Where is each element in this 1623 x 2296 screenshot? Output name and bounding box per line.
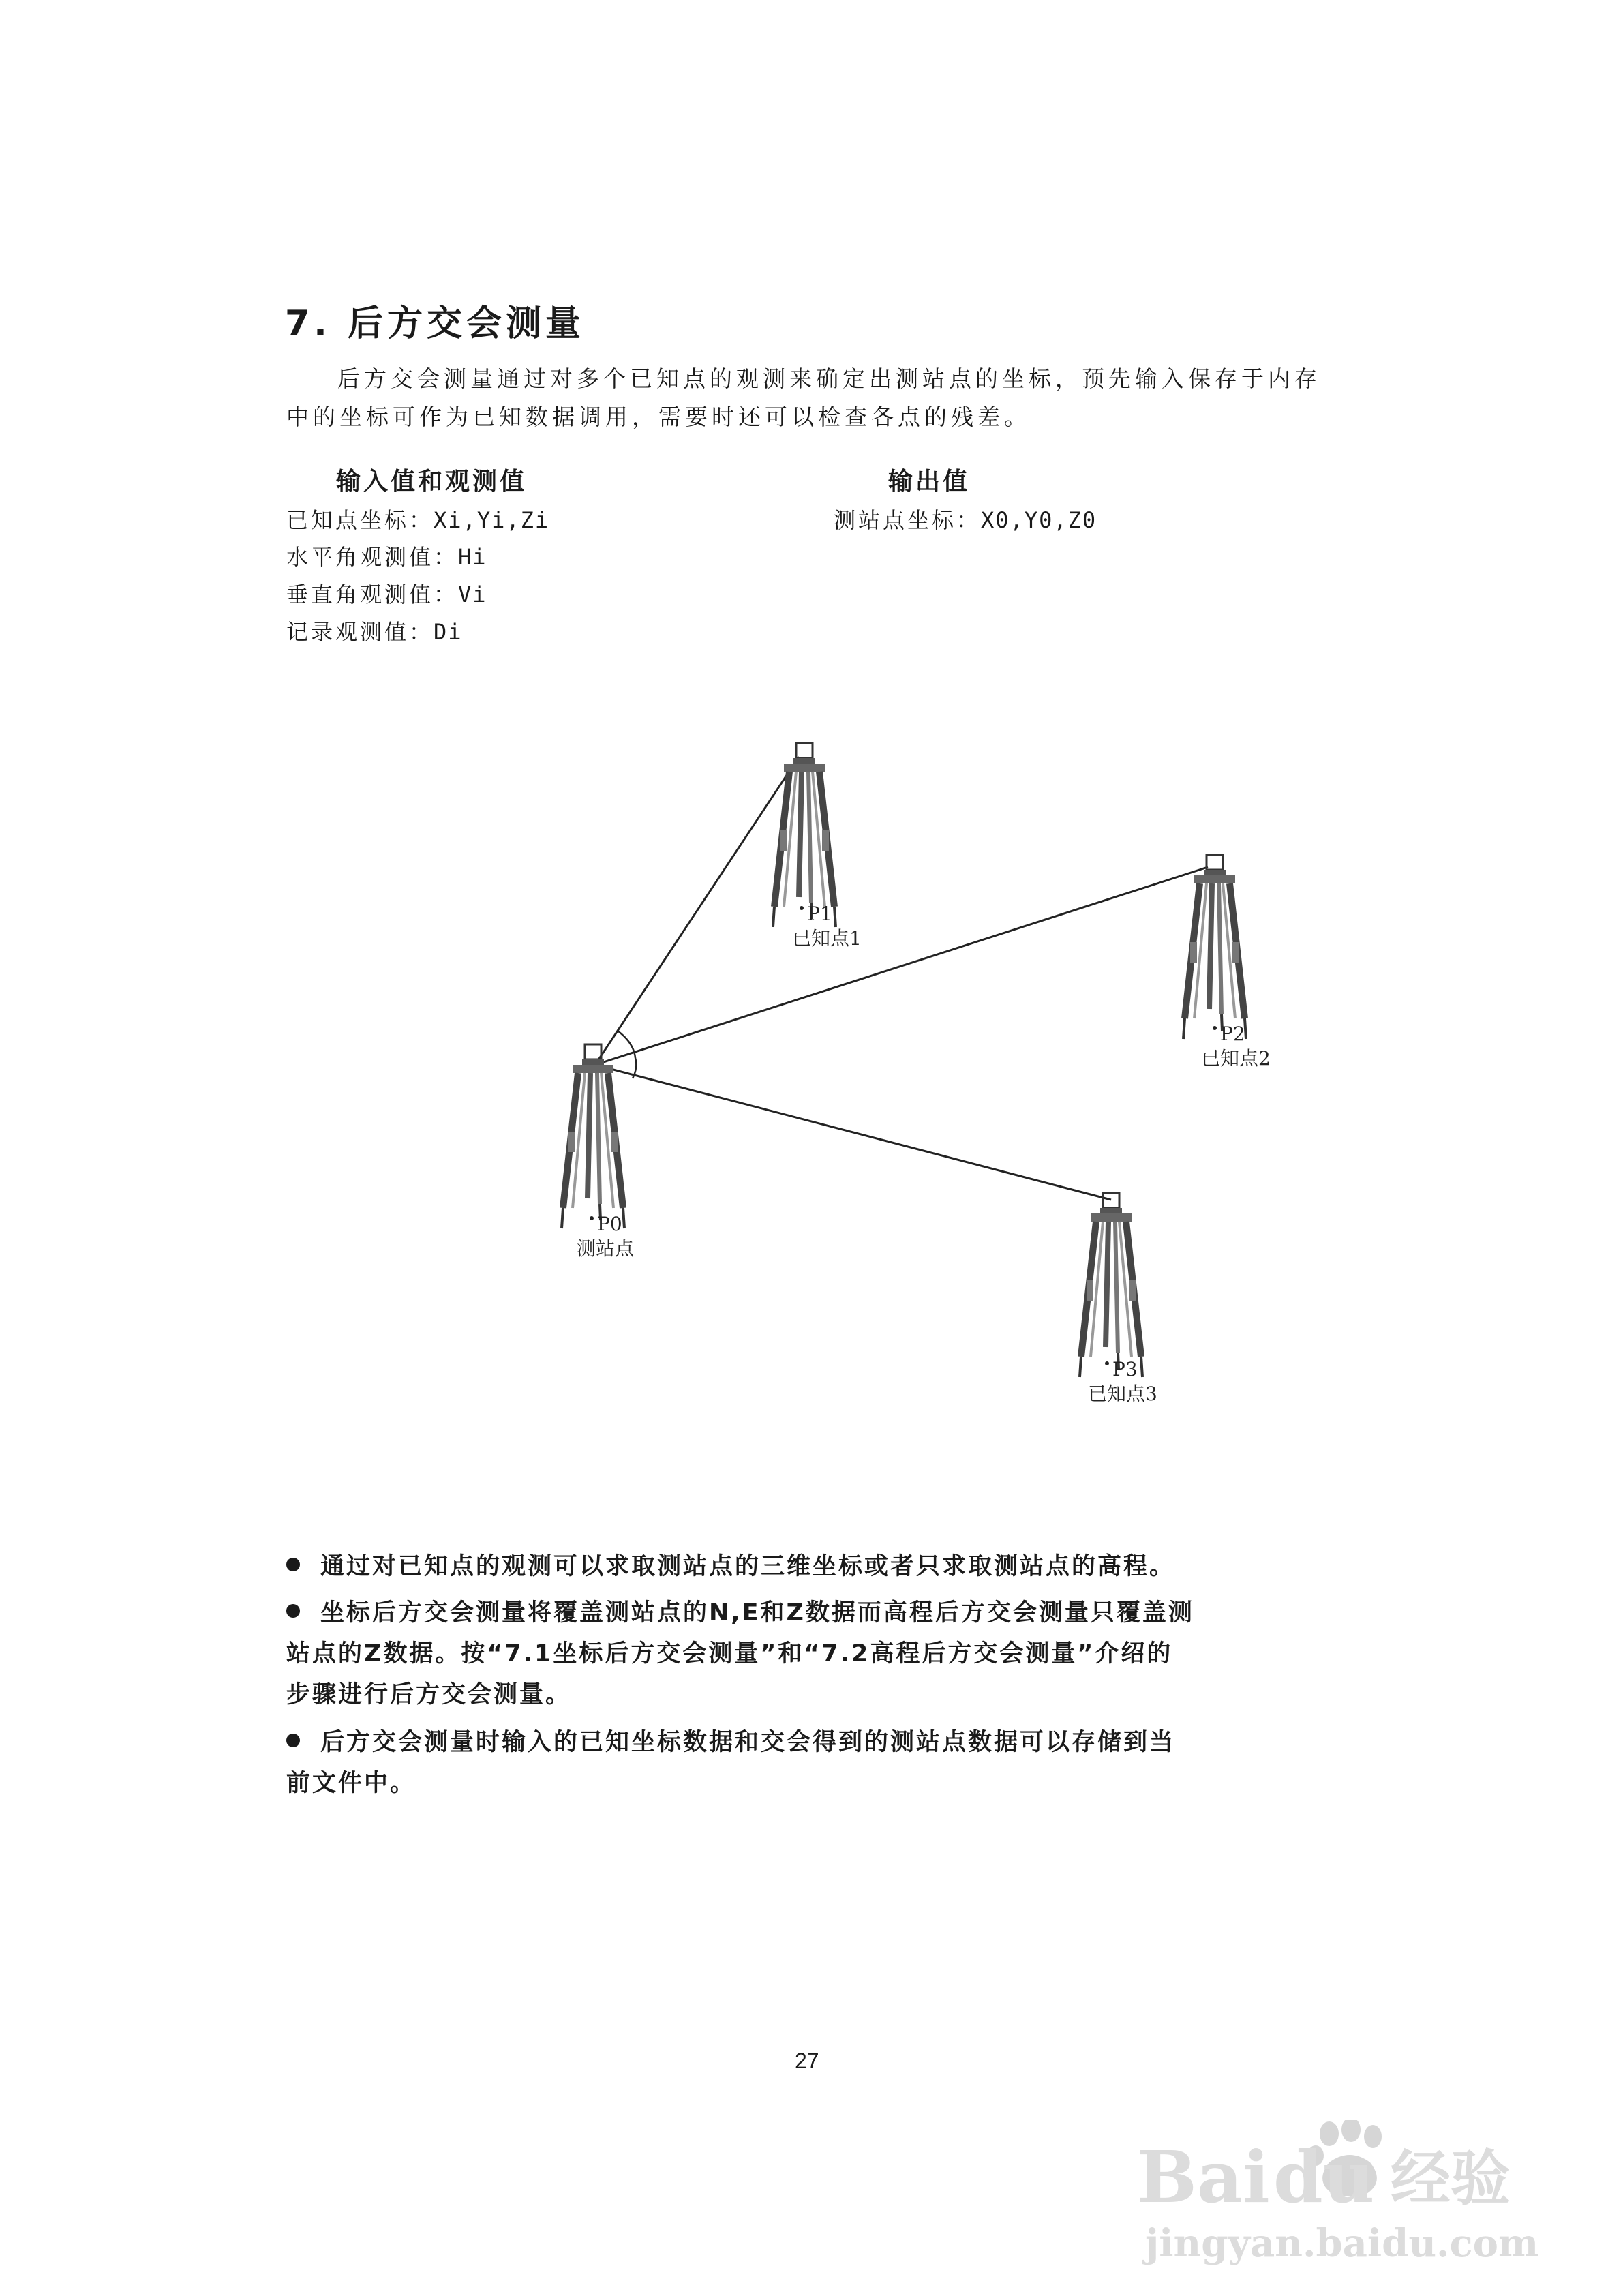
p3-name: 已知点3 [1088,1383,1157,1405]
input-value: Di [434,619,463,645]
p2-id: P2 [1220,1023,1245,1045]
p1-name: 已知点1 [792,927,862,950]
sight-line-p2 [595,867,1208,1065]
inputs-heading: 输入值和观测值 [336,468,528,496]
intro-line-2: 中的坐标可作为已知数据调用，需要时还可以检查各点的残差。 [286,404,1031,430]
output-label: 测站点坐标： [834,507,982,533]
p0-name: 测站点 [577,1237,635,1260]
outputs-heading: 输出值 [888,468,971,496]
page-number: 27 [795,2049,819,2073]
section-title: 7. 后方交会测量 [285,303,586,344]
input-label: 记录观测值： [286,619,434,645]
p3-id: P3 [1112,1358,1138,1380]
bullet-dot-icon [286,1734,300,1747]
bullet-2 [286,1594,1356,1628]
bullet-2-line-2: 站点的Z数据。按“7.1坐标后方交会测量”和“7.2高程后方交会测量”介绍的 [286,1640,1173,1667]
tripod-p1-icon [773,743,836,927]
tripod-p3-icon [1080,1193,1142,1377]
watermark-url: jingyan.baidu.com [1145,2221,1539,2266]
bullet-1-line-1: 通过对已知点的观测可以求取测站点的三维坐标或者只求取测站点的高程。 [320,1553,1176,1580]
input-label: 水平角观测值： [286,544,459,570]
watermark-brand-2: du [1273,2135,1375,2219]
bullet-1 [286,1547,1356,1582]
baidu-watermark [1132,2120,1609,2291]
input-value: Vi [458,581,487,607]
bullet-2-line-1: 坐标后方交会测量将覆盖测站点的N,E和Z数据而高程后方交会测量只覆盖测 [320,1599,1194,1627]
p2-name: 已知点2 [1201,1047,1271,1070]
input-value: Hi [458,544,487,570]
tripod-p2-icon [1183,855,1246,1039]
sight-line-p3 [595,1065,1111,1200]
watermark-brand: Bai [1137,2135,1270,2219]
bullet-2-line-3: 步骤进行后方交会测量。 [286,1681,572,1708]
bullet-dot-icon [286,1604,300,1618]
watermark-product: 经验 [1391,2143,1511,2214]
sight-line-p1 [595,757,799,1065]
bullet-3 [286,1723,1356,1757]
input-value: Xi,Yi,Zi [434,507,550,533]
p0-id: P0 [597,1213,622,1235]
tripod-p0-icon [562,1044,624,1228]
bullet-3-line-1: 后方交会测量时输入的已知坐标数据和交会得到的测站点数据可以存储到当 [320,1729,1176,1756]
p1-id: P1 [807,903,832,925]
intro-line-1: 后方交会测量通过对多个已知点的观测来确定出测站点的坐标，预先输入保存于内存 [337,365,1321,392]
input-label: 垂直角观测值： [286,581,459,607]
bullet-dot-icon [286,1558,300,1571]
input-label: 已知点坐标： [286,507,434,533]
output-value: X0,Y0,Z0 [981,507,1097,533]
bullet-3-line-2: 前文件中。 [286,1770,416,1797]
